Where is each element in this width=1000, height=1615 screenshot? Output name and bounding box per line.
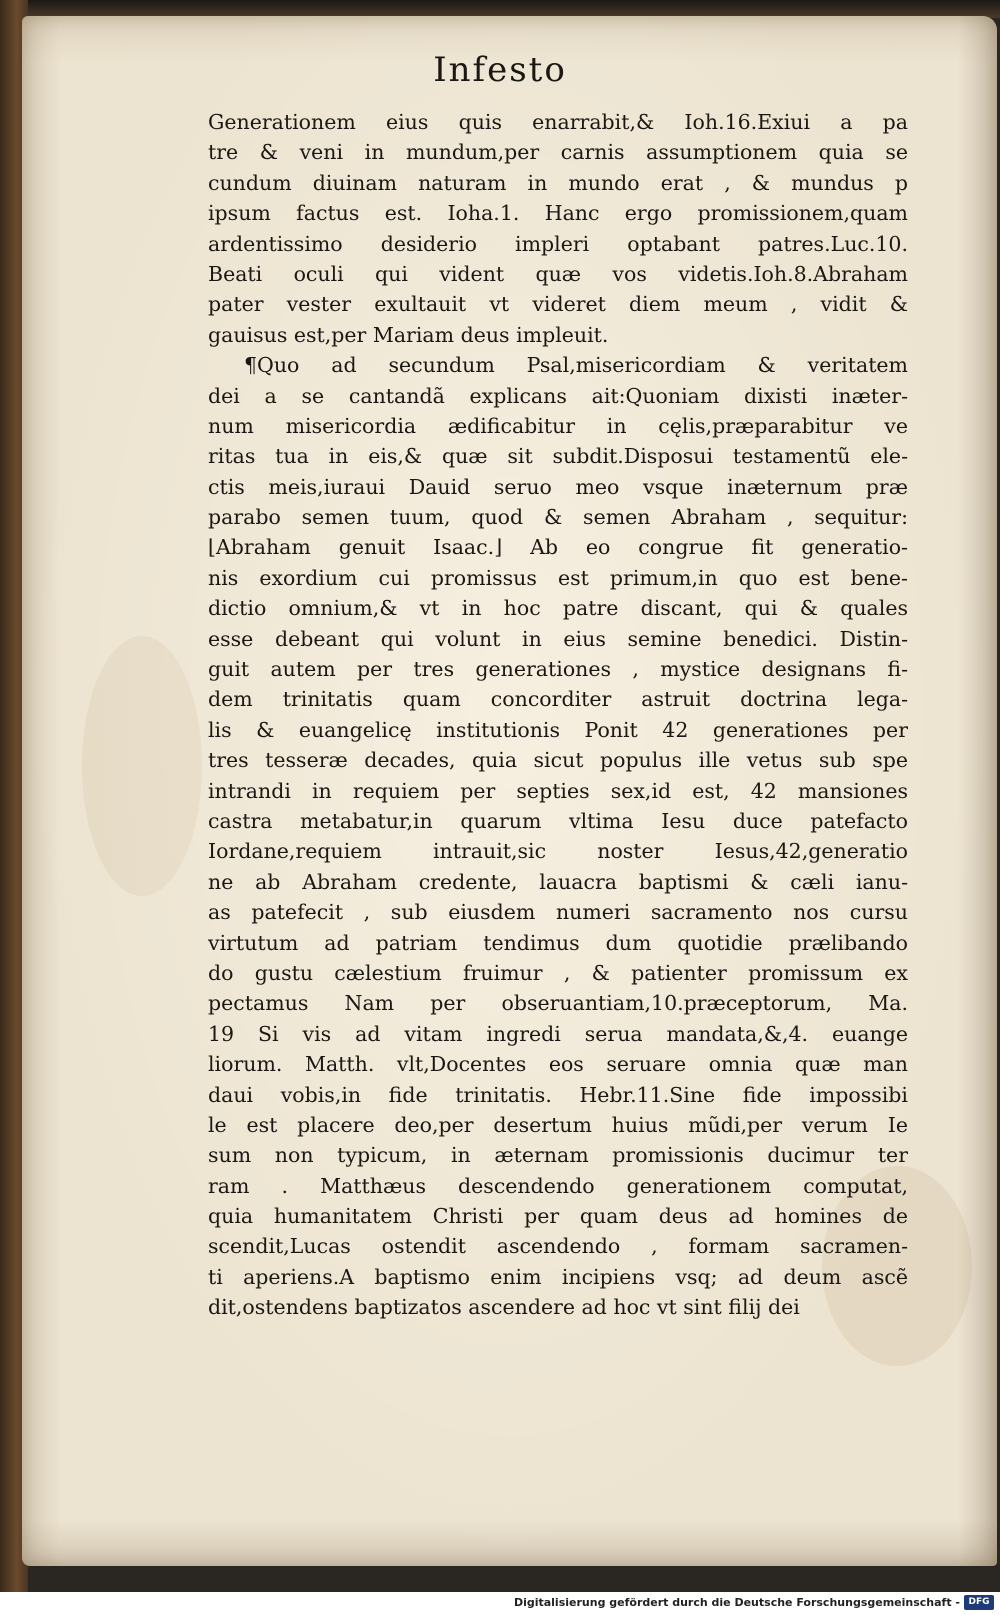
text-line: dit,ostendens baptizatos ascendere ad hoc vt sint filij dei xyxy=(208,1295,800,1320)
text-line: sum non typicum, in æternam promissionis ducimur ter xyxy=(208,1143,908,1168)
text-line: virtutum ad patriam tendimus dum quotidie prælibando xyxy=(208,930,908,955)
text-line: ctis meis,iuraui Dauid seruo meo vsque inæternum præ xyxy=(208,474,908,499)
text-line: nis exordium cui promissus est primum,in quo est bene- xyxy=(208,565,908,590)
body-text xyxy=(208,107,908,1323)
text-line: gauisus est,per Mariam deus impleuit. xyxy=(208,322,609,347)
text-line: 19 Si vis ad vitam ingredi serua mandata,&,4. euange xyxy=(208,1021,908,1046)
text-line: quia humanitatem Christi per quam deus ad homines de xyxy=(208,1204,908,1229)
text-line: dei a se cantandã explicans ait:Quoniam dixisti inæter- xyxy=(208,383,908,408)
text-line: ipsum factus est. Ioha.1. Hanc ergo promissionem,quam xyxy=(208,201,908,226)
text-line: castra metabatur,in quarum vltima Iesu duce patefacto xyxy=(208,808,908,833)
paper-stain xyxy=(82,636,202,896)
funding-credit: Digitalisierung gefördert durch die Deutsche Forschungsgemeinschaft - xyxy=(513,1596,960,1609)
text-line: do gustu cælestium fruimur , & patienter promissum ex xyxy=(208,960,908,985)
text-line: liorum. Matth. vlt,Docentes eos seruare omnia quæ man xyxy=(208,1052,908,1077)
text-line: tres tesseræ decades, quia sicut populus ille vetus sub spe xyxy=(208,748,908,773)
text-line: Generationem eius quis enarrabit,& Ioh.16.Exiui a pa xyxy=(208,110,908,134)
text-line: Iordane,requiem intrauit,sic noster Iesus,42,generatio xyxy=(208,839,908,864)
text-line: tre & veni in mundum,per carnis assumptionem quia se xyxy=(208,140,908,165)
text-line: dem trinitatis quam concorditer astruit doctrina lega- xyxy=(208,687,908,712)
text-line: ti aperiens.A baptismo enim incipiens vsq; ad deum ascẽ xyxy=(208,1264,908,1289)
text-line: ¶Quo ad secundum Psal,misericordiam & veritatem xyxy=(244,353,908,378)
text-line: as patefecit , sub eiusdem numeri sacramento nos cursu xyxy=(208,900,908,925)
text-line: guit autem per tres generationes , mystice designans fi- xyxy=(208,657,908,682)
text-line: lis & euangelicę institutionis Ponit 42 generationes per xyxy=(208,717,908,742)
text-line: ardentissimo desiderio impleri optabant patres.Luc.10. xyxy=(208,231,908,256)
text-line: parabo semen tuum, quod & semen Abraham , sequitur: xyxy=(208,505,908,530)
text-line: intrandi in requiem per septies sex,id est, 42 mansiones xyxy=(208,778,908,803)
text-line: scendit,Lucas ostendit ascendendo , formam sacramen- xyxy=(208,1234,908,1259)
text-line: ⌊Abraham genuit Isaac.⌋ Ab eo congrue fit generatio- xyxy=(208,535,908,560)
text-line: daui vobis,in fide trinitatis. Hebr.11.Sine fide impossibi xyxy=(208,1082,908,1107)
text-line: ritas tua in eis,& quæ sit subdit.Disposui testamentũ ele- xyxy=(208,444,908,469)
text-line: pectamus Nam per obseruantiam,10.præceptorum, Ma. xyxy=(208,991,908,1016)
running-head: Infesto xyxy=(433,50,567,90)
text-line: num misericordia ædificabitur in cęlis,præparabitur ve xyxy=(208,413,908,438)
text-line: pater vester exultauit vt videret diem meum , vidit & xyxy=(208,292,908,317)
text-line: ram . Matthæus descendendo generationem computat, xyxy=(208,1173,908,1198)
text-line: ne ab Abraham credente, lauacra baptismi & cæli ianu- xyxy=(208,869,908,894)
footer-bar xyxy=(0,1592,1000,1615)
text-line: Beati oculi qui vident quæ vos videtis.Ioh.8.Abraham xyxy=(208,261,908,286)
text-line: cundum diuinam naturam in mundo erat , & mundus p xyxy=(208,170,908,195)
text-line: esse debeant qui volunt in eius semine benedici. Distin- xyxy=(208,626,908,651)
dfg-logo: DFG xyxy=(964,1595,994,1610)
text-line: dictio omnium,& vt in hoc patre discant, qui & quales xyxy=(208,596,908,621)
text-line: le est placere deo,per desertum huius mũdi,per verum Ie xyxy=(208,1112,908,1137)
